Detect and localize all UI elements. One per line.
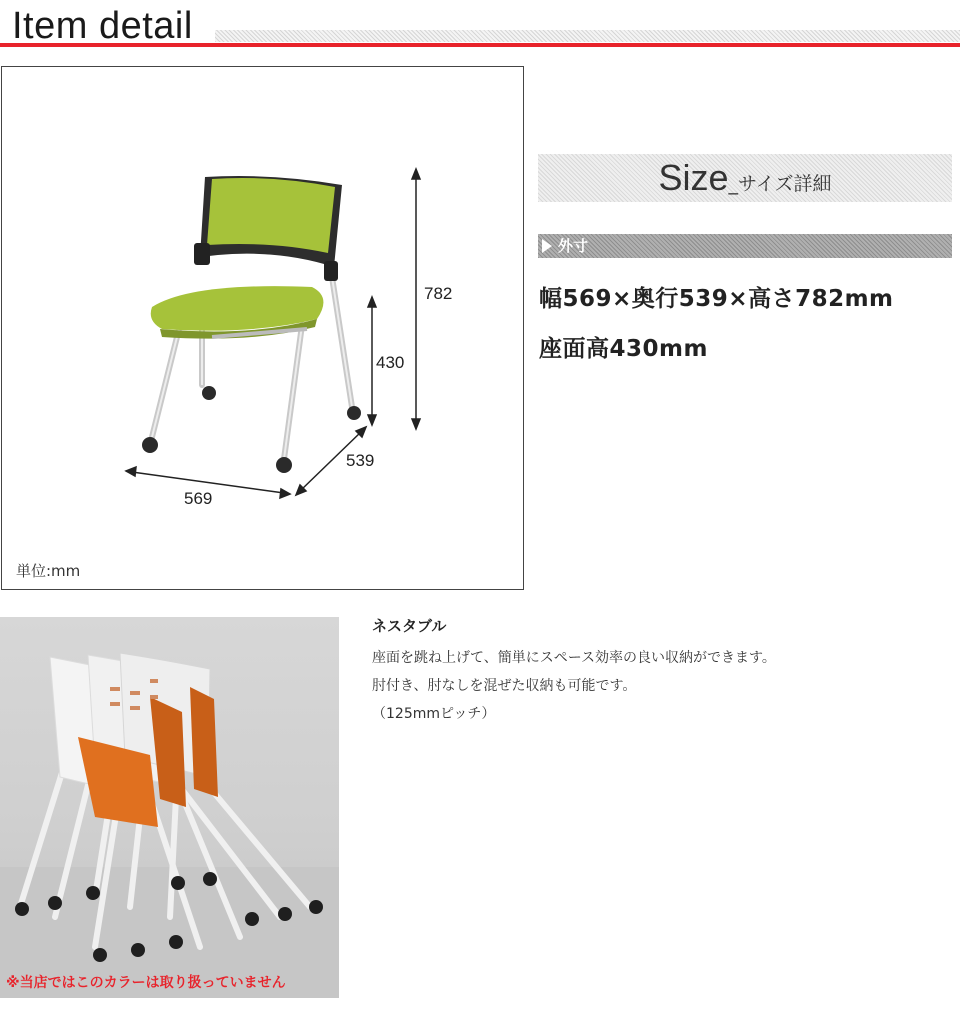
page-header: [0, 0, 960, 50]
unit-label: 単位:mm: [16, 562, 81, 580]
overall-dimensions-text: 幅569×奥行539×高さ782mm: [539, 286, 894, 312]
nesting-title: ネスタブル: [372, 617, 447, 635]
page-title: Item detail: [12, 5, 193, 47]
nesting-description: [372, 615, 932, 728]
nesting-description-line-3: （125mmピッチ）: [372, 706, 496, 722]
nested-chairs-illustration: [0, 617, 339, 998]
seat-height-dimension-label: 430: [376, 353, 405, 372]
color-availability-note: ※当店ではこのカラーは取り扱っていません: [6, 975, 286, 991]
height-dimension-label: 782: [424, 284, 453, 303]
outer-dimensions-label: 外寸: [558, 237, 589, 255]
width-dimension-label: 569: [184, 489, 213, 508]
size-heading-title: Size: [658, 157, 729, 198]
triangle-arrow-icon: [542, 239, 552, 253]
chair-illustration: [2, 67, 525, 591]
nesting-description-line-1: 座面を跳ね上げて、簡単にスペース効率の良い収納ができます。: [372, 650, 776, 666]
dimension-diagram: [1, 66, 524, 590]
outer-dimensions-subheading: [538, 234, 952, 258]
depth-dimension-label: 539: [346, 451, 375, 470]
nesting-description-line-2: 肘付き、肘なしを混ぜた収納も可能です。: [372, 678, 637, 694]
size-heading-subtitle: _サイズ詳細: [728, 173, 832, 195]
header-hatch-decoration: [215, 30, 960, 42]
nested-chairs-photo: [0, 617, 339, 998]
seat-height-text: 座面高430mm: [539, 336, 708, 362]
size-heading-banner: [538, 154, 952, 202]
